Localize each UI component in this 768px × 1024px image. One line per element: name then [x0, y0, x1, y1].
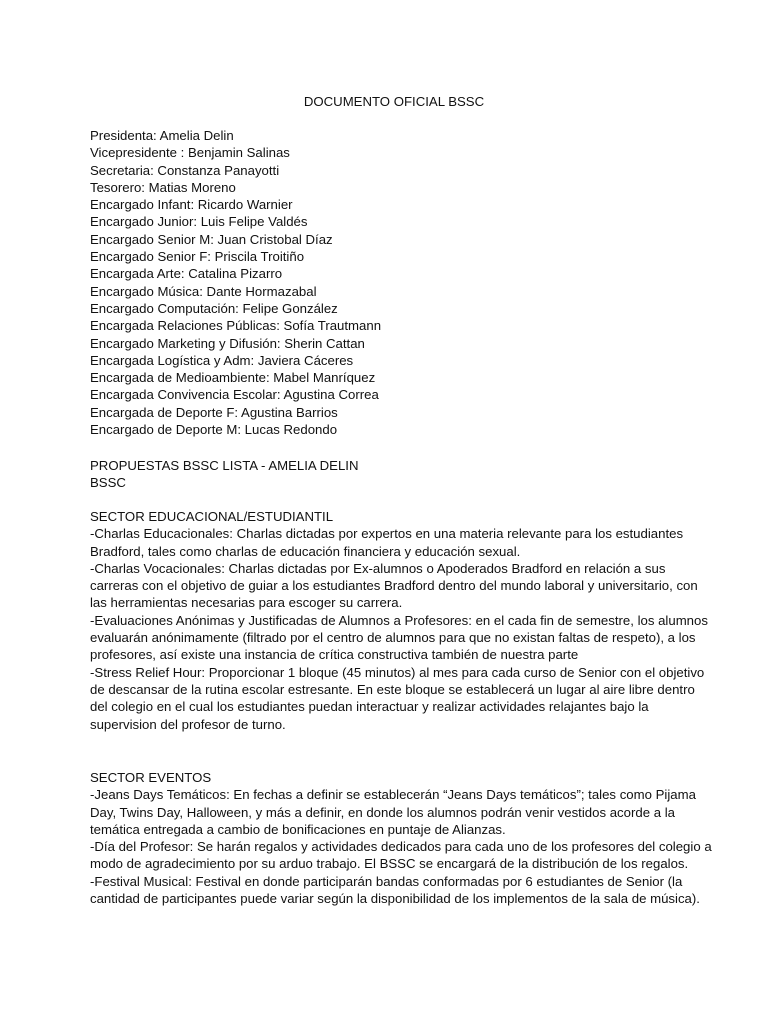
officer-line: Encargado Computación: Felipe González: [90, 300, 338, 316]
paragraph-line: -Día del Profesor: Se harán regalos y actividades dedicados para cada uno de los profesores del colegio a: [90, 839, 712, 855]
document-title: DOCUMENTO OFICIAL BSSC: [303, 94, 485, 109]
officer-line: Presidenta: Amelia Delin: [90, 128, 234, 143]
officer-line: Encargado Marketing y Difusión: Sherin Cattan: [90, 335, 365, 351]
paragraph-line: profesores, así existe una instancia de crítica constructiva también de nuestra parte: [90, 647, 579, 663]
paragraph-line: -Charlas Educacionales: Charlas dictadas por expertos en una materia relevante para los estudiantes: [90, 526, 684, 542]
paragraph-line: del colegio en el cual los estudiantes puedan interactuar y realizar actividades relajantes bajo la: [90, 699, 649, 715]
paragraph-line: modo de agradecimiento por su arduo trabajo. El BSSC se encargará de la distribución de los regalos.: [90, 856, 689, 872]
officer-line: Encargado Junior: Luis Felipe Valdés: [90, 214, 308, 230]
officer-line: Encargada Logística y Adm: Javiera Cáceres: [90, 352, 354, 368]
officer-line: Tesorero: Matias Moreno: [90, 179, 236, 195]
section-heading: SECTOR EDUCACIONAL/ESTUDIANTIL: [90, 509, 334, 524]
officer-line: Encargada Arte: Catalina Pizarro: [90, 266, 283, 282]
paragraph-line: -Stress Relief Hour: Proporcionar 1 bloque (45 minutos) al mes para cada curso de Senior con el objetivo: [90, 664, 705, 680]
paragraph-line: temática entregada a cambio de bonificaciones en puntaje de Alianzas.: [90, 821, 506, 837]
paragraph-line: supervision del profesor de turno.: [90, 716, 286, 732]
section-heading: SECTOR EVENTOS: [90, 770, 212, 785]
officer-line: Encargada Convivencia Escolar: Agustina Correa: [90, 387, 379, 403]
officer-line: Encargado Infant: Ricardo Warnier: [90, 197, 293, 213]
officer-line: Encargada Relaciones Públicas: Sofía Trautmann: [90, 318, 382, 334]
paragraph-line: -Charlas Vocacionales: Charlas dictadas por Ex-alumnos o Apoderados Bradford en relación a sus: [90, 560, 666, 576]
paragraph-line: cantidad de participantes puede variar según la disponibilidad de los implementos de la sala de música).: [90, 891, 700, 907]
proposals-subtitle: BSSC: [90, 475, 126, 491]
officer-line: Encargado de Deporte M: Lucas Redondo: [90, 422, 338, 438]
paragraph-line: carreras con el objetivo de guiar a los estudiantes Bradford dentro del mundo laboral y universitario, con: [90, 578, 698, 594]
paragraph-line: evaluarán anónimamente (filtrado por el centro de alumnos para que no existan faltas de respeto), a los: [90, 630, 696, 646]
officer-line: Encargado Música: Dante Hormazabal: [90, 283, 317, 299]
sector-educacional: [90, 508, 710, 733]
paragraph-line: Day, Twins Day, Halloween, y más a definir, en donde los alumnos podrán venir vestidos acorde a la: [90, 804, 675, 820]
officer-line: Encargada de Medioambiente: Mabel Manríquez: [90, 370, 376, 386]
paragraph-line: las herramientas necesarias para escoger su carrera.: [90, 595, 403, 611]
paragraph-line: de descansar de la rutina escolar estresante. En este bloque se establecerá un lugar al aire libre dentro: [90, 681, 695, 697]
sector-eventos: [90, 769, 710, 907]
officer-line: Encargado Senior F: Priscila Troitiño: [90, 249, 305, 265]
paragraph-line: Bradford, tales como charlas de educación financiera y educación sexual.: [90, 543, 521, 559]
proposals-header: [90, 457, 710, 492]
officer-line: Vicepresidente : Benjamin Salinas: [90, 145, 290, 161]
officers-list: [90, 127, 710, 438]
proposals-title: PROPUESTAS BSSC LISTA - AMELIA DELIN: [90, 458, 359, 473]
paragraph-line: -Jeans Days Temáticos: En fechas a definir se establecerán “Jeans Days temáticos”; tales como Pijama: [90, 787, 696, 803]
paragraph-line: -Evaluaciones Anónimas y Justificadas de Alumnos a Profesores: en el cada fin de semestre, los alumnos: [90, 612, 708, 628]
officer-line: Encargada de Deporte F: Agustina Barrios: [90, 404, 338, 420]
officer-line: Secretaria: Constanza Panayotti: [90, 162, 280, 178]
officer-line: Encargado Senior M: Juan Cristobal Díaz: [90, 231, 333, 247]
paragraph-line: -Festival Musical: Festival en donde participarán bandas conformadas por 6 estudiantes de Senior (la: [90, 873, 683, 889]
